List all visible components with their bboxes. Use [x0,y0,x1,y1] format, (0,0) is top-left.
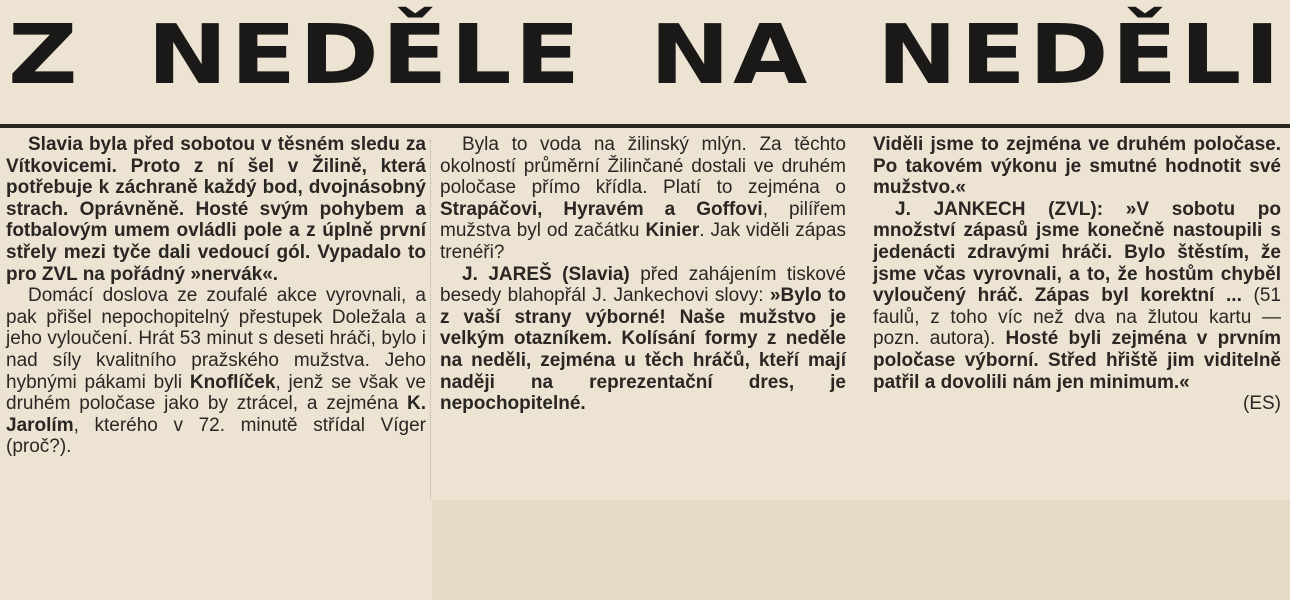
text: , kterého v 72. minutě střídal Víger (proč?). [6,414,426,458]
quote: Hosté byli zejména v prvním poločase výborní. Střed hřiště jim viditelně patřil a dovolili nám jen minimum.« [873,328,1281,393]
blank-area [432,500,1290,600]
column-separator [430,140,433,500]
author-signature: (ES) [1243,393,1281,415]
player-name: K. Jarolím [6,393,426,436]
article-column-2 [440,134,846,415]
divider-rule [0,124,1290,128]
quote: »Bylo to z vaší strany výborné! Naše mužstvo je velkým otazníkem. Kolísání formy z neděle na neděli, zejména u těch hráčů, kteří mají naději na reprezentační dres, je nepochopitelné. [440,285,847,415]
text: Domácí doslova ze zoufalé akce vyrovnali, a pak přišel nepochopitelný přestupek Doležala a jeho vyloučení. Hrát 53 minut s deseti hráči, bylo i nad síly kvalitního pražského mužstva. Jeho hybnými pákami byli [6,285,426,393]
text: před zahájením tiskové besedy blahopřál J. Jankechovi slovy: [440,263,847,307]
text: , jenž se však ve druhém poločase jako by ztrácel, a zejména [6,371,427,415]
article-column-1 [6,134,426,458]
paragraph: Slavia byla před sobotou v těsném sledu za Vítkovicemi. Proto z ní šel v Žilině, která potřebuje k záchraně každý bod, dvojnásobný strach. Oprávněně. Hosté svým pohybem a fotbalovým umem ovládli pole a z úplně první střely mezi tyče dali vedoucí gól. Vypadalo to pro ZVL na pořádný »nervák«. [6,134,426,285]
paragraph [6,285,426,458]
paragraph: Viděli jsme to zejména ve druhém poločase. Po takovém výkonu je smutné hodnotit své mužstvo.« [873,134,1281,199]
paragraph [873,199,1281,393]
quote: : »V sobotu po množství zápasů jsme konečně nastoupili s jedenácti zdravými hráči. Bylo štěstím, že jsme včas vyrovnali, a to, že hostům chyběl vyloučený hráč. Zápas byl korektní ... [873,198,1281,307]
speaker-name: J. JAREŠ (Slavia) [462,263,630,285]
text: , pilířem mužstva byl od začátku [440,198,846,242]
paragraph [440,264,846,415]
player-names: Strapáčovi, Hyravém a Goffovi [440,198,763,220]
speaker-name: J. JANKECH (ZVL) [895,198,1097,220]
text: . Jak viděli zápas trenéři? [440,220,846,263]
author-note: (51 faulů, z toho víc než dva na žlutou kartu — pozn. autora). [873,285,1281,350]
article-column-3 [873,134,1281,415]
player-name: Kinier [645,220,700,242]
text: Byla to voda na žilinský mlýn. Za těchto okolností průměrní Žilinčané dostali ve druhém poločase přímo křídla. Platí to zejména o [440,134,846,199]
paragraph [440,134,846,264]
player-name: Knoflíček [189,371,276,393]
page-title: Z NEDĚLE NA NEDĚLI [8,7,1283,103]
